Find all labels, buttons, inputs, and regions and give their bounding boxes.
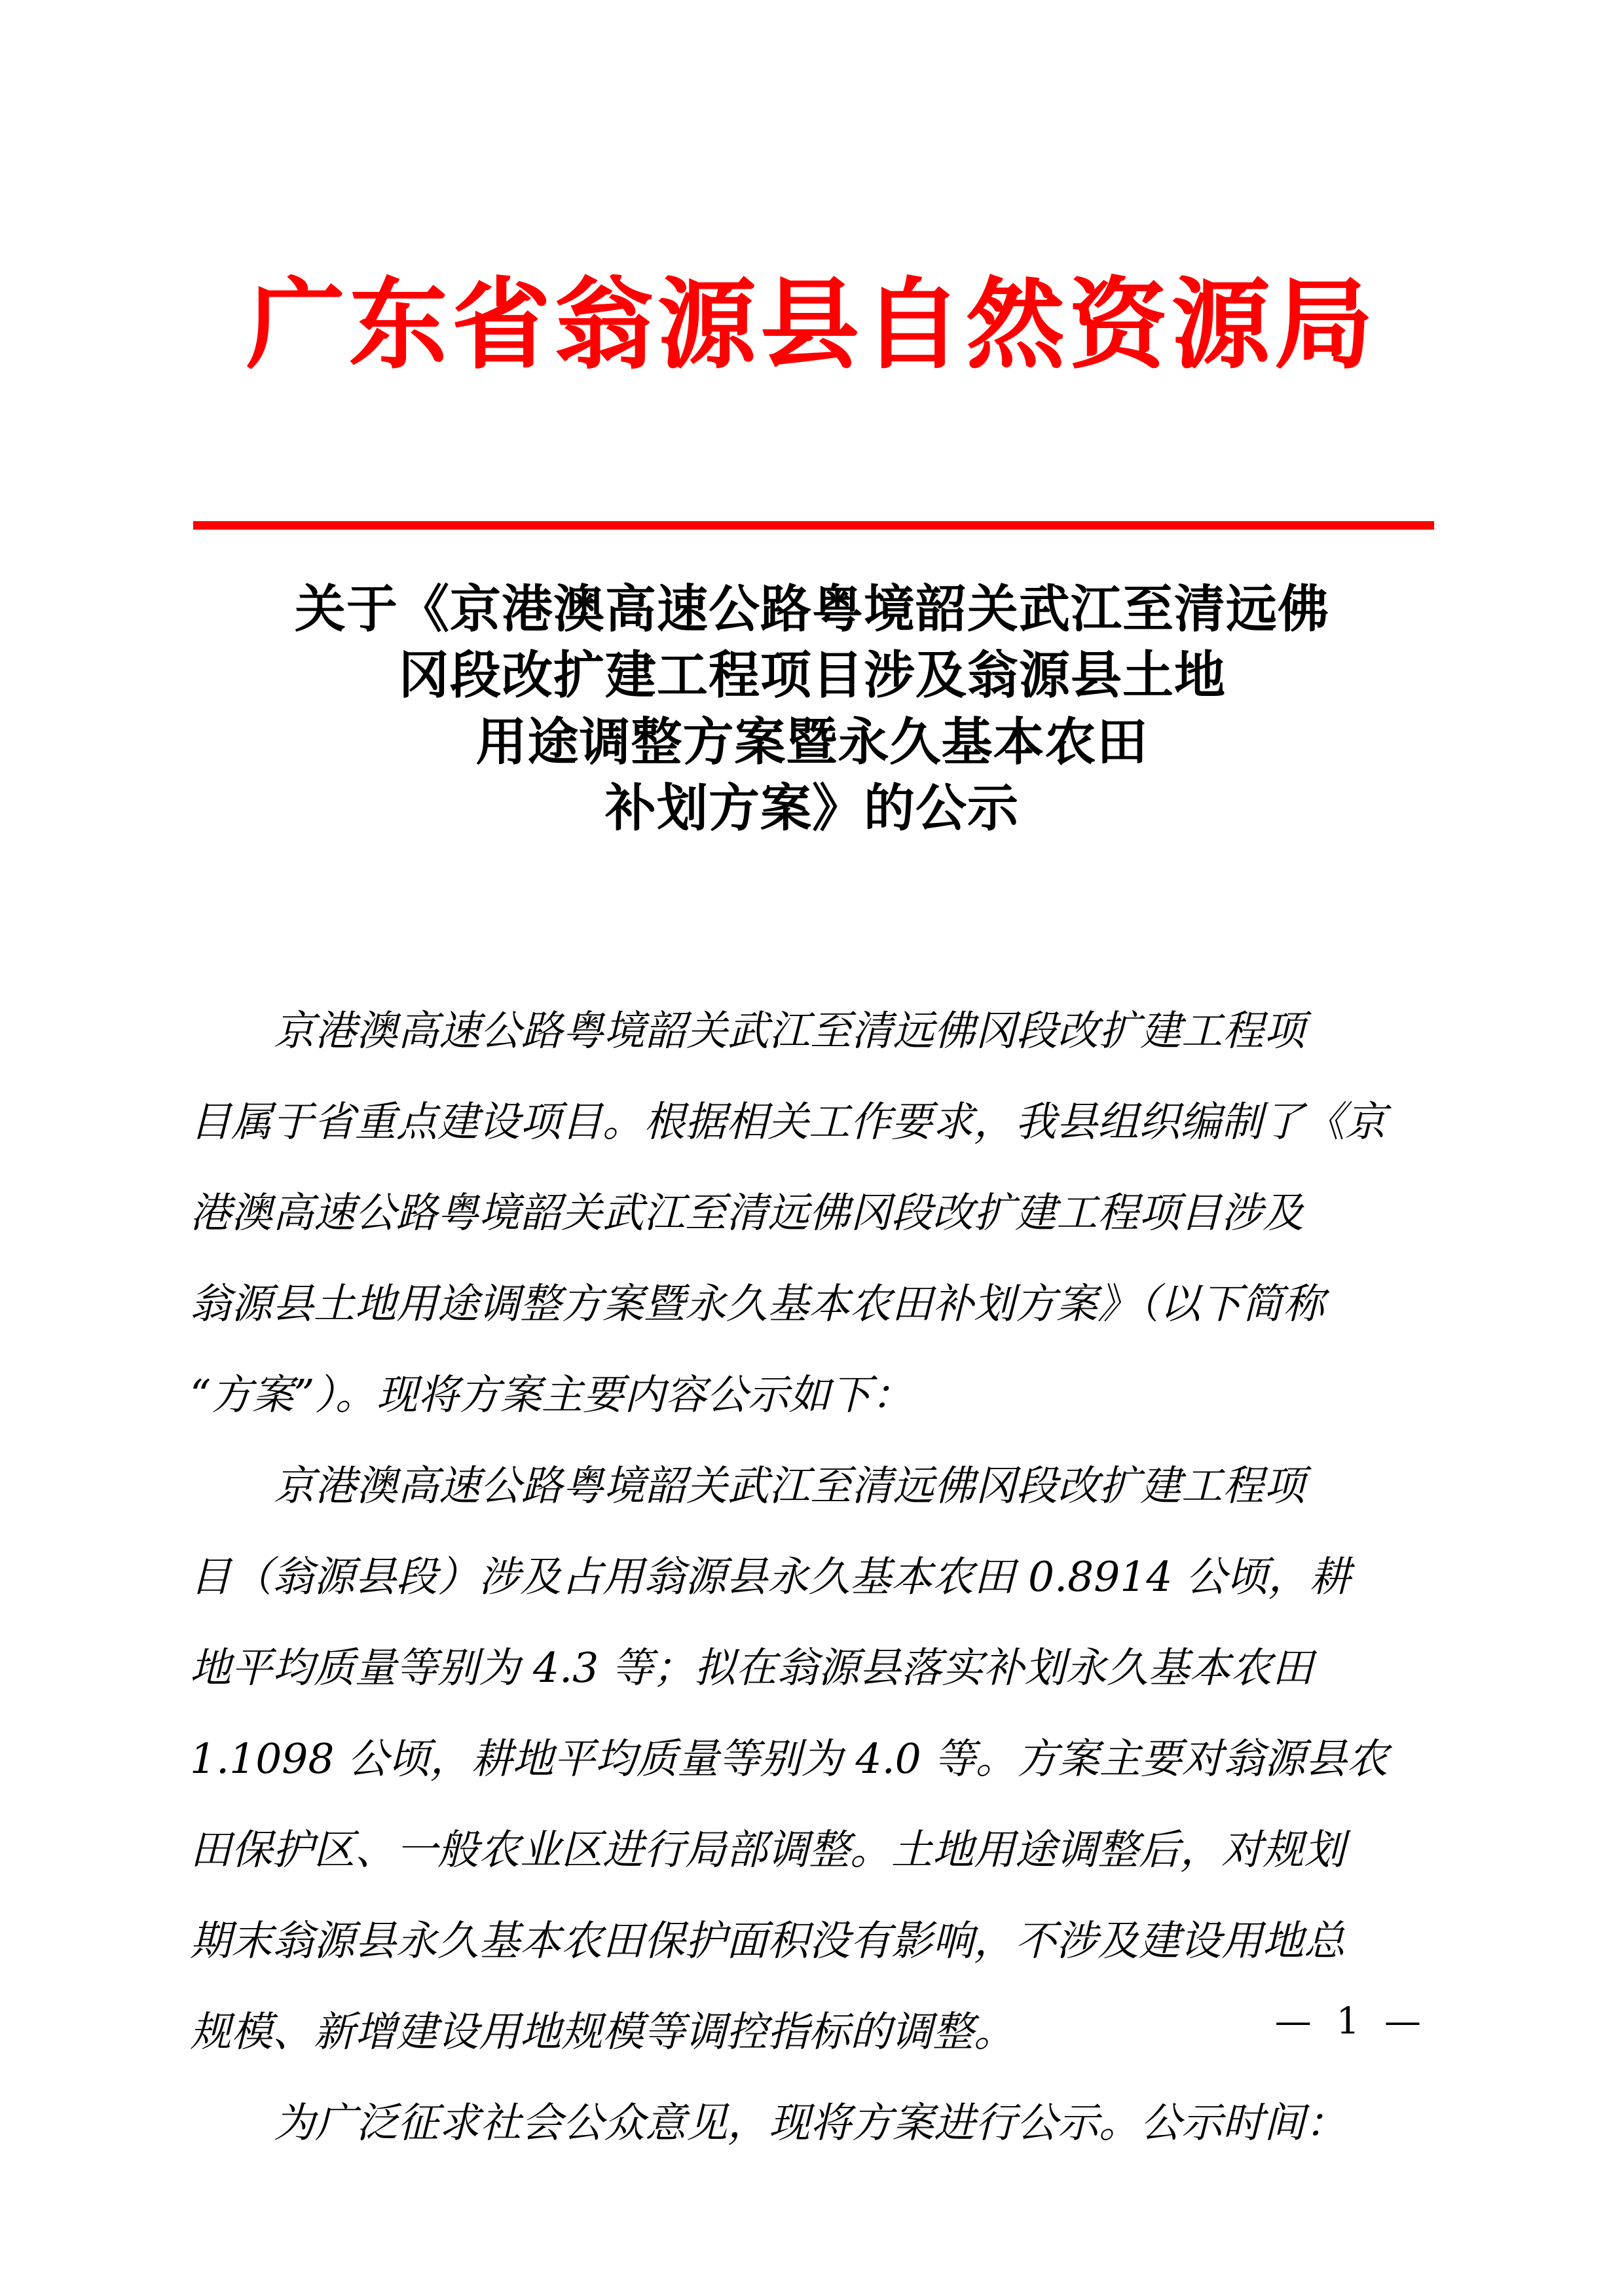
p2-line-5: 田保护区、一般农业区进行局部调整。土地用途调整后，对规划 <box>190 1826 1345 1874</box>
p1-line-4: 翁源县土地用途调整方案暨永久基本农田补划方案》（以下简称 <box>190 1280 1325 1328</box>
body-paragraph-2 <box>190 1440 1421 2077</box>
title-line-4: 补划方案》的公示 <box>604 778 1019 839</box>
red-divider-rule <box>193 521 1434 530</box>
title-line-3: 用途调整方案暨永久基本农田 <box>475 712 1149 772</box>
p2-line-2: 目（翁源县段）涉及占用翁源县永久基本农田 0.8914 公顷，耕 <box>190 1553 1351 1601</box>
body-paragraph-3 <box>190 2077 1421 2168</box>
title-line-2: 冈段改扩建工程项目涉及翁源县土地 <box>397 646 1226 706</box>
p1-line-2: 目属于省重点建设项目。根据相关工作要求，我县组织编制了《京 <box>190 1098 1386 1146</box>
p2-line-1: 京港澳高速公路粤境韶关武江至清远佛冈段改扩建工程项 <box>274 1462 1305 1510</box>
document-title <box>190 576 1434 842</box>
p3-line-1: 为广泛征求社会公众意见，现将方案进行公示。公示时间： <box>274 2099 1346 2147</box>
p2-line-6: 期末翁源县永久基本农田保护面积没有影响，不涉及建设用地总 <box>190 1917 1345 1965</box>
document-body <box>190 985 1421 2168</box>
p1-line-1: 京港澳高速公路粤境韶关武江至清远佛冈段改扩建工程项 <box>274 1007 1305 1055</box>
p2-line-4: 1.1098 公顷，耕地平均质量等别为 4.0 等。方案主要对翁源县农 <box>190 1735 1388 1783</box>
p1-line-5: “方案”）。现将方案主要内容公示如下： <box>190 1371 913 1419</box>
page-number: — 1 — <box>1274 2000 1428 2043</box>
agency-masthead: 广东省翁源县自然资源局 <box>246 267 1378 382</box>
body-paragraph-1 <box>190 985 1421 1440</box>
p2-line-3: 地平均质量等别为 4.3 等；拟在翁源县落实补划永久基本农田 <box>190 1644 1314 1692</box>
title-line-1: 关于《京港澳高速公路粤境韶关武江至清远佛 <box>294 579 1329 639</box>
p1-line-3: 港澳高速公路粤境韶关武江至清远佛冈段改扩建工程项目涉及 <box>190 1189 1304 1237</box>
p2-line-7: 规模、新增建设用地规模等调控指标的调整。 <box>190 2008 1015 2056</box>
